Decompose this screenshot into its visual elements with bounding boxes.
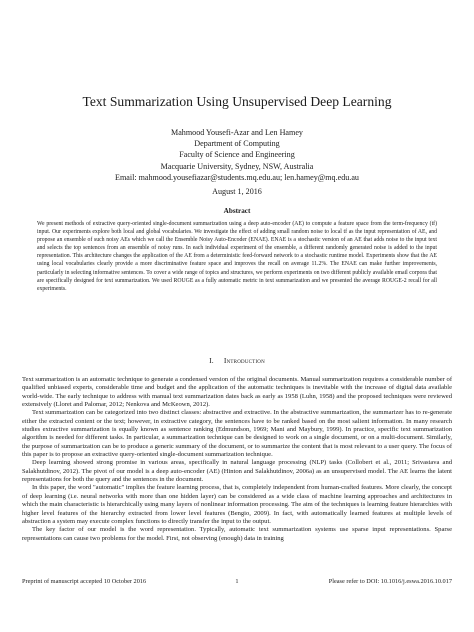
author-names: Mahmood Yousefi-Azar and Len Hamey	[171, 128, 303, 137]
abstract-heading: Abstract	[223, 207, 251, 215]
abstract-text: We present methods of extractive query-oriented single-document summarization using a deep auto-encoder (AE) to compute a feature space from the term-frequency (tf) input. Our experiments explore both local and global vocabularies. We investigate the effect of adding small random noise to local tf as the input representation of AE, and propose an ensemble of such noisy AEs which we call the Ensemble Noisy Auto-Encoder (ENAE). ENAE is a stochastic version of an AE that adds noise to the input text and selects the top sentences from an ensemble of noisy runs. In each individual experiment of the ensemble, a different randomly generated noise is added to the input representation. This architecture changes the application of the AE from a deterministic feed-forward network to a stochastic runtime model. Experiments show that the AE using local vocabularies clearly provide a more discriminative feature space and improves the recall on average 11.2%. The ENAE can make further improvements, particularly in selecting informative sentences. To cover a wide range of topics and structures, we perform experiments on two different publicly available email corpora that are specifically designed for text summarization. We used ROUGE as a fully automatic metric in text summarization and we presented the average ROUGE-2 recall for all experiments.	[37, 221, 437, 292]
section-heading	[0, 356, 474, 365]
footer-doi: Please refer to DOI: 10.1016/j.eswa.2016.10.017	[328, 578, 452, 585]
section-number: I.	[209, 356, 214, 365]
body-paragraph: In this paper, the word "automatic" implies the feature learning process, that is, completely independent from human-crafted features. More clearly, the concept of deep learning (i.e. neural networks with more than one hidden layer) can be considered as a wide class of machine learning approaches and architectures in which the main characteristic is hierarchically using many layers of nonlinear information processing. The aim of the techniques is learning feature hierarchies with higher level features of the hierarchy extracted from lower level features (Bengio, 2009). In fact, with automatically learned features at multiple levels of abstraction a system may execute complex functions to directly transfer the input to the output.	[22, 484, 452, 525]
author-block	[0, 127, 474, 183]
author-university: Macquarie University, Sydney, NSW, Australia	[160, 161, 314, 171]
paper-title: Text Summarization Using Unsupervised Deep Learning	[82, 94, 392, 109]
section-title: Introduction	[223, 356, 265, 365]
footer-page-number: 1	[235, 578, 239, 585]
author-email: Email: mahmood.yousefiazar@students.mq.edu.au; len.hamey@mq.edu.au	[115, 172, 359, 182]
author-faculty: Faculty of Science and Engineering	[179, 150, 295, 160]
author-department: Department of Computing	[194, 139, 280, 149]
body-paragraph: Text summarization can be categorized into two distinct classes: abstractive and extractive. In the abstractive summarization, the summarizer has to re-generate either the extracted content or the text; however, in extractive category, the sentences have to be ranked based on the most salient information. In many research studies extractive summarization is equally known as sentence ranking (Edmundson, 1969; Mani and Maybury, 1999). In practice, specific text summarization algorithm is needed for different tasks. In particular, a summarization technique can be designed to work on a single document, or on a multi-document. Similarly, the purpose of summarization can be to produce a generic summary of the document, or to summarize the content that is most relevant to a user query. The focus of this paper is to propose an extractive query-oriented single-document summarization technique.	[22, 409, 452, 459]
body-paragraph: Deep learning showed strong promise in various areas, specifically in natural language processing (NLP) tasks (Collobert et al., 2011; Srivastava and Salakhutdinov, 2012). The pivot of our model is a deep auto-encoder (AE) (Hinton and Salakhutdinov, 2006a) as an unsupervised model. The AE learns the latent representations for both the query and the sentences in the document.	[22, 459, 452, 484]
section-body	[22, 376, 452, 543]
footer-preprint-note: Preprint of manuscript accepted 10 October 2016	[22, 578, 147, 585]
body-paragraph: The key factor of our model is the word representation. Typically, automatic text summarization systems use sparse input representations. Sparse representations can cause two problems for the model. First, not observing (enough) data in training	[22, 526, 452, 542]
paper-date: August 1, 2016	[212, 187, 262, 196]
body-paragraph: Text summarization is an automatic technique to generate a condensed version of the original documents. Manual summarization requires a considerable number of qualified unbiased experts, considerable time and budget and the application of the automatic techniques is inevitable with the increase of digital data available world-wide. The early technique to address with manual text summarization dates back as early as 1958 (Luhn, 1958) and the proposed techniques were reviewed extensively (Lloret and Palomar, 2012; Nenkova and McKeown, 2012).	[22, 376, 452, 409]
